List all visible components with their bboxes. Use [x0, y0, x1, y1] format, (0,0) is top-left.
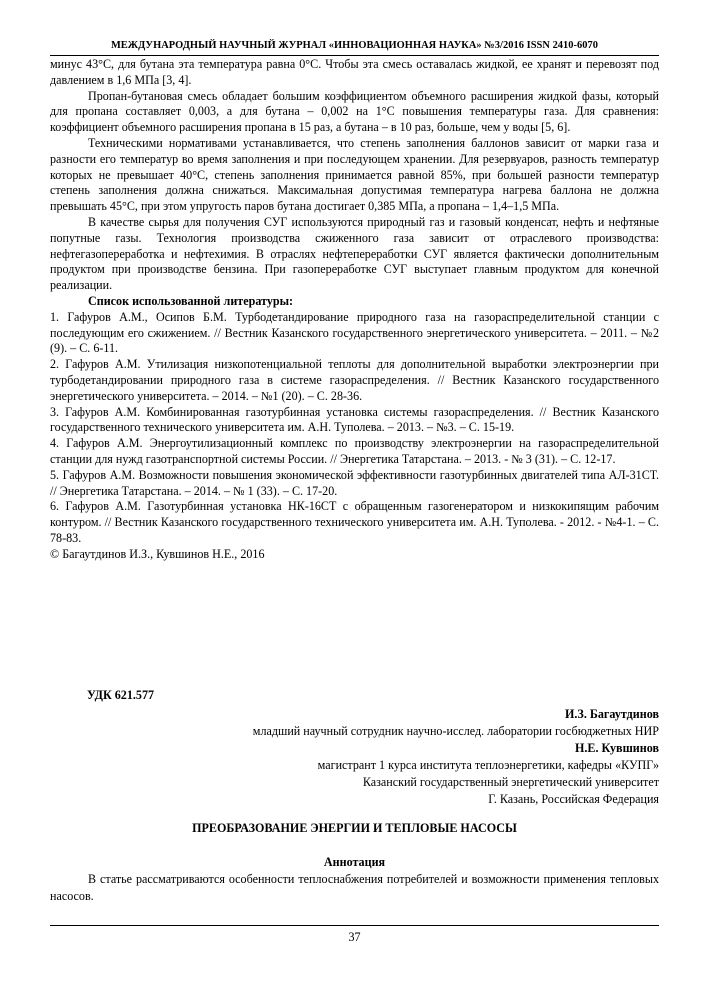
author-affiliation: Казанский государственный энергетический университет: [362, 775, 659, 789]
article-body: [50, 57, 659, 563]
author-position: магистрант 1 курса института теплоэнергетики, кафедры «КУПГ»: [317, 758, 659, 772]
reference-item: 4. Гафуров А.М. Энергоутилизационный комплекс по производству электроэнергии на газораспределительной станции для нужд газотранспортной системы России. // Энергетика Татарстана. – 2013. - № 3 (31). – С. 12-17.: [50, 436, 659, 466]
author-name: И.З. Багаутдинов: [565, 707, 659, 721]
abstract-text: В статье рассматриваются особенности теплоснабжения потребителей и возможности применения тепловых насосов.: [50, 872, 659, 903]
reference-item: 5. Гафуров А.М. Возможности повышения экономической эффективности газотурбинных двигателей типа АЛ-31СТ. // Энергетика Татарстана. – 2014. – № 1 (33). – С. 17-20.: [50, 467, 659, 498]
references-heading: Список использованной литературы:: [88, 293, 294, 308]
header-divider: [50, 55, 659, 56]
reference-item: 6. Гафуров А.М. Газотурбинная установка НК-16СТ с обращенным газогенератором и низкокипящим рабочим контуром. // Вестник Казанского государственного технического университета им. А.Н. Туполева. - 2012. - №4-1. – С. 78-83.: [50, 499, 659, 545]
author-name: Н.Е. Кувшинов: [574, 741, 659, 755]
copyright-line: © Багаутдинов И.З., Кувшинов Н.Е., 2016: [50, 546, 265, 561]
journal-header: МЕЖДУНАРОДНЫЙ НАУЧНЫЙ ЖУРНАЛ «ИННОВАЦИОННАЯ НАУКА» №3/2016 ISSN 2410-6070: [110, 40, 599, 51]
paragraph-continuation: минус 43°С, для бутана эта температура равна 0°С. Чтобы эта смесь оставалась жидкой, ее хранят и перевозят под давлением в 1,6 МПа [3, 4].: [50, 57, 659, 87]
paragraph-filling-norms: Техническими нормативами устанавливается, что степень заполнения баллонов зависит от марки газа и разности его температур во время заполнения и при последующем хранении. Для резервуаров, разность температур которых не превышает 40°С, степень заполнения принимается равной 85%, при большей разности температур степень заполнения должна снижаться. Максимальная допустимая температура нагрева баллона не должна превышать 45°С, при этом упругость паров бутана достигает 0,385 МПа, а пропана – 1,4–1,5 МПа.: [50, 135, 659, 214]
article-title: ПРЕОБРАЗОВАНИЕ ЭНЕРГИИ И ТЕПЛОВЫЕ НАСОСЫ: [192, 821, 517, 835]
abstract-heading: Аннотация: [323, 855, 386, 869]
reference-item: 2. Гафуров А.М. Утилизация низкопотенциальной теплоты для дополнительной выработки электроэнергии при турбодетандировании природного газа в системе газораспределения. // Вестник Казанского государственного энергетического университета. – 2014. – №1 (20). – С. 28-36.: [50, 357, 659, 403]
paragraph-expansion-coefficient: Пропан-бутановая смесь обладает большим коэффициентом объемного расширения жидкой фазы, который для пропана составляет 0,003, а для бутана – 0,002 на 1°С повышения температуры газа. Для сравнения: коэффициент объемного расширения пропана в 15 раз, а бутана – в 10 раз, больше, чем у воды [5, 6].: [50, 88, 659, 135]
author-location: Г. Казань, Российская Федерация: [488, 792, 659, 806]
author-block: [253, 706, 659, 808]
reference-item: 1. Гафуров А.М., Осипов Б.М. Турбодетандирование природного газа на газораспределительной станции с последующим его сжижением. // Вестник Казанского государственного энергетического университета. – 2011. – №2 (9). – С. 6-11.: [50, 309, 659, 356]
udk-code: УДК 621.577: [87, 688, 155, 702]
footer-divider: [50, 925, 659, 926]
reference-item: 3. Гафуров А.М. Комбинированная газотурбинная установка системы газораспределения. // Вестник Казанского государственного технического университета им. А.Н. Туполева. – 2013. – №3. – С. 15-19.: [50, 404, 659, 435]
paragraph-raw-materials: В качестве сырья для получения СУГ используются природный газ и газовый конденсат, нефть и нефтяные попутные газы. Технология производства сжиженного газа зависит от отраслевого производства: нефтегазопереработка и нефтехимия. В отраслях нефтепереработки СУГ является фактически дополнительным продуктом при производстве бензина. При газопереработке СУГ выступает главным продуктом для конечной реализации.: [50, 214, 659, 293]
page-number: 37: [348, 930, 361, 944]
author-position: младший научный сотрудник научно-исслед. лаборатории госбюджетных НИР: [252, 724, 659, 738]
